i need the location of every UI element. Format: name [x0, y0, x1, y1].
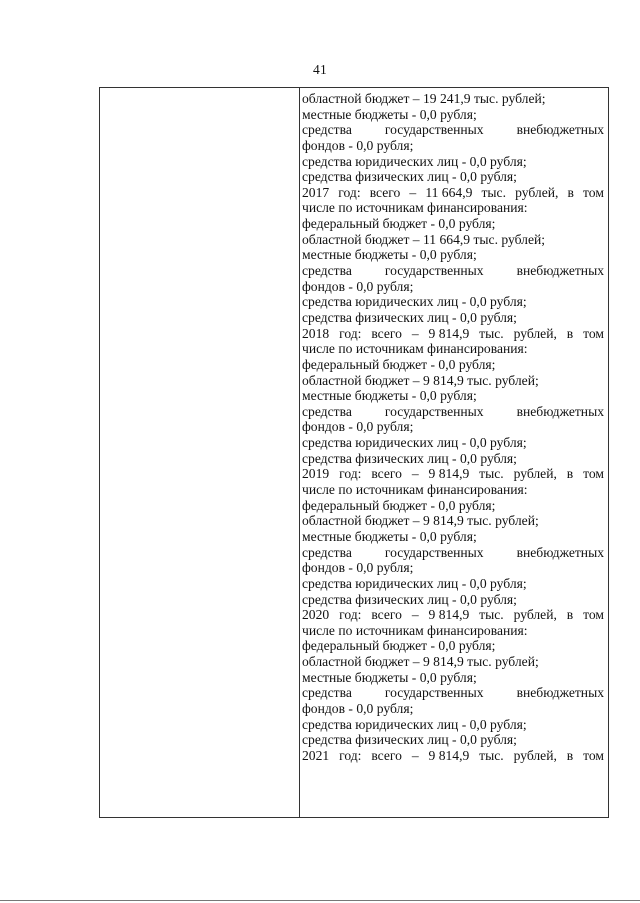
text-line [302, 685, 606, 701]
text-line: областной бюджет – 11 664,9 тыс. рублей; [302, 231, 546, 247]
text-line: областной бюджет – 9 814,9 тыс. рублей; [302, 654, 539, 670]
text-word: – [411, 607, 419, 623]
text-word: средства [302, 544, 352, 560]
table-left-cell [100, 88, 300, 817]
text-word: тыс. [479, 607, 504, 623]
text-line: местные бюджеты - 0,0 рубля; [302, 247, 477, 263]
text-word: 9 814,9 [428, 466, 470, 482]
text-word: государственных [384, 685, 484, 701]
text-line: числе по источникам финансирования: [302, 622, 528, 638]
text-word: государственных [384, 544, 484, 560]
text-line: фондов - 0,0 рубля; [302, 560, 414, 576]
text-word: рублей, [515, 184, 559, 200]
text-line: федеральный бюджет - 0,0 рубля; [302, 356, 496, 372]
text-word: всего [371, 325, 402, 341]
text-line: федеральный бюджет - 0,0 рубля; [302, 638, 496, 654]
text-word: средства [302, 263, 352, 279]
text-line: числе по источникам финансирования: [302, 341, 528, 357]
text-line: средства физических лиц - 0,0 рубля; [302, 309, 517, 325]
text-line: федеральный бюджет - 0,0 рубля; [302, 216, 496, 232]
text-line: фондов - 0,0 рубля; [302, 419, 414, 435]
text-word: средства [302, 403, 352, 419]
text-line: местные бюджеты - 0,0 рубля; [302, 528, 477, 544]
text-line: средства юридических лиц - 0,0 рубля; [302, 294, 527, 310]
text-word: всего [371, 747, 402, 763]
text-word: в [566, 466, 574, 482]
text-word: всего [369, 184, 401, 200]
text-line: средства юридических лиц - 0,0 рубля; [302, 153, 527, 169]
text-line: средства физических лиц - 0,0 рубля; [302, 732, 517, 748]
page-number: 41 [313, 62, 327, 77]
text-word: внебюджетных [516, 122, 604, 138]
text-word: средства [302, 685, 352, 701]
text-line [302, 122, 606, 138]
text-line: средства физических лиц - 0,0 рубля; [302, 450, 517, 466]
text-word: государственных [384, 122, 484, 138]
text-word: том [583, 607, 604, 623]
text-word: внебюджетных [516, 544, 604, 560]
text-line [302, 545, 606, 561]
text-word: внебюджетных [516, 263, 604, 279]
funding-table [99, 87, 609, 818]
text-line: средства юридических лиц - 0,0 рубля; [302, 716, 527, 732]
text-word: рублей, [513, 607, 557, 623]
text-word: в [566, 325, 574, 341]
text-word: год: [339, 607, 362, 623]
text-word: рублей, [513, 466, 557, 482]
text-word: 2020 [302, 607, 330, 623]
text-line: средства физических лиц - 0,0 рубля; [302, 591, 517, 607]
text-word: средства [302, 122, 352, 138]
text-word: 9 814,9 [428, 325, 470, 341]
text-line: местные бюджеты - 0,0 рубля; [302, 388, 477, 404]
text-line: фондов - 0,0 рубля; [302, 700, 414, 716]
text-word: тыс. [479, 466, 504, 482]
text-line: местные бюджеты - 0,0 рубля; [302, 669, 477, 685]
text-line: средства физических лиц - 0,0 рубля; [302, 169, 517, 185]
text-word: том [583, 747, 604, 763]
text-line: средства юридических лиц - 0,0 рубля; [302, 575, 527, 591]
page-bottom-edge [0, 900, 640, 901]
text-line [302, 466, 606, 482]
text-line [302, 404, 606, 420]
text-word: 2019 [302, 466, 330, 482]
text-word: 2021 [302, 747, 330, 763]
text-word: государственных [384, 403, 484, 419]
text-word: – [409, 184, 417, 200]
text-word: год: [339, 747, 362, 763]
text-word: внебюджетных [516, 685, 604, 701]
text-line: областной бюджет – 19 241,9 тыс. рублей; [302, 91, 546, 106]
text-word: тыс. [479, 747, 504, 763]
text-word: том [583, 184, 604, 200]
text-word: рублей, [513, 325, 557, 341]
text-line: местные бюджеты - 0,0 рубля; [302, 106, 477, 122]
text-line: числе по источникам финансирования: [302, 482, 528, 498]
text-line [302, 263, 606, 279]
text-line: числе по источникам финансирования: [302, 200, 528, 216]
text-word: рублей, [513, 747, 557, 763]
text-word: 9 814,9 [428, 607, 470, 623]
text-word: 11 664,9 [425, 184, 473, 200]
text-word: год: [339, 466, 362, 482]
text-word: 9 814,9 [428, 747, 470, 763]
text-word: государственных [384, 263, 484, 279]
text-word: том [583, 325, 604, 341]
text-word: в [567, 184, 574, 200]
text-line: областной бюджет – 9 814,9 тыс. рублей; [302, 372, 539, 388]
text-line [302, 326, 606, 342]
text-word: 2017 [302, 184, 330, 200]
text-word: – [411, 325, 419, 341]
text-word: год: [338, 184, 361, 200]
text-word: – [411, 466, 419, 482]
text-word: том [583, 466, 604, 482]
text-word: год: [339, 325, 362, 341]
text-word: внебюджетных [516, 403, 604, 419]
text-word: всего [371, 466, 402, 482]
text-word: всего [371, 607, 402, 623]
text-word: – [411, 747, 419, 763]
text-word: тыс. [479, 325, 504, 341]
text-word: в [566, 607, 574, 623]
text-line [302, 185, 606, 201]
text-line: областной бюджет – 9 814,9 тыс. рублей; [302, 513, 539, 529]
text-line: фондов - 0,0 рубля; [302, 278, 414, 294]
text-line: федеральный бюджет - 0,0 рубля; [302, 497, 496, 513]
text-line [302, 607, 606, 623]
text-line: средства юридических лиц - 0,0 рубля; [302, 435, 527, 451]
text-word: тыс. [481, 184, 506, 200]
text-line [302, 748, 606, 764]
text-word: 2018 [302, 325, 330, 341]
text-line: фондов - 0,0 рубля; [302, 137, 414, 153]
text-word: в [566, 747, 574, 763]
table-right-cell [300, 88, 608, 764]
